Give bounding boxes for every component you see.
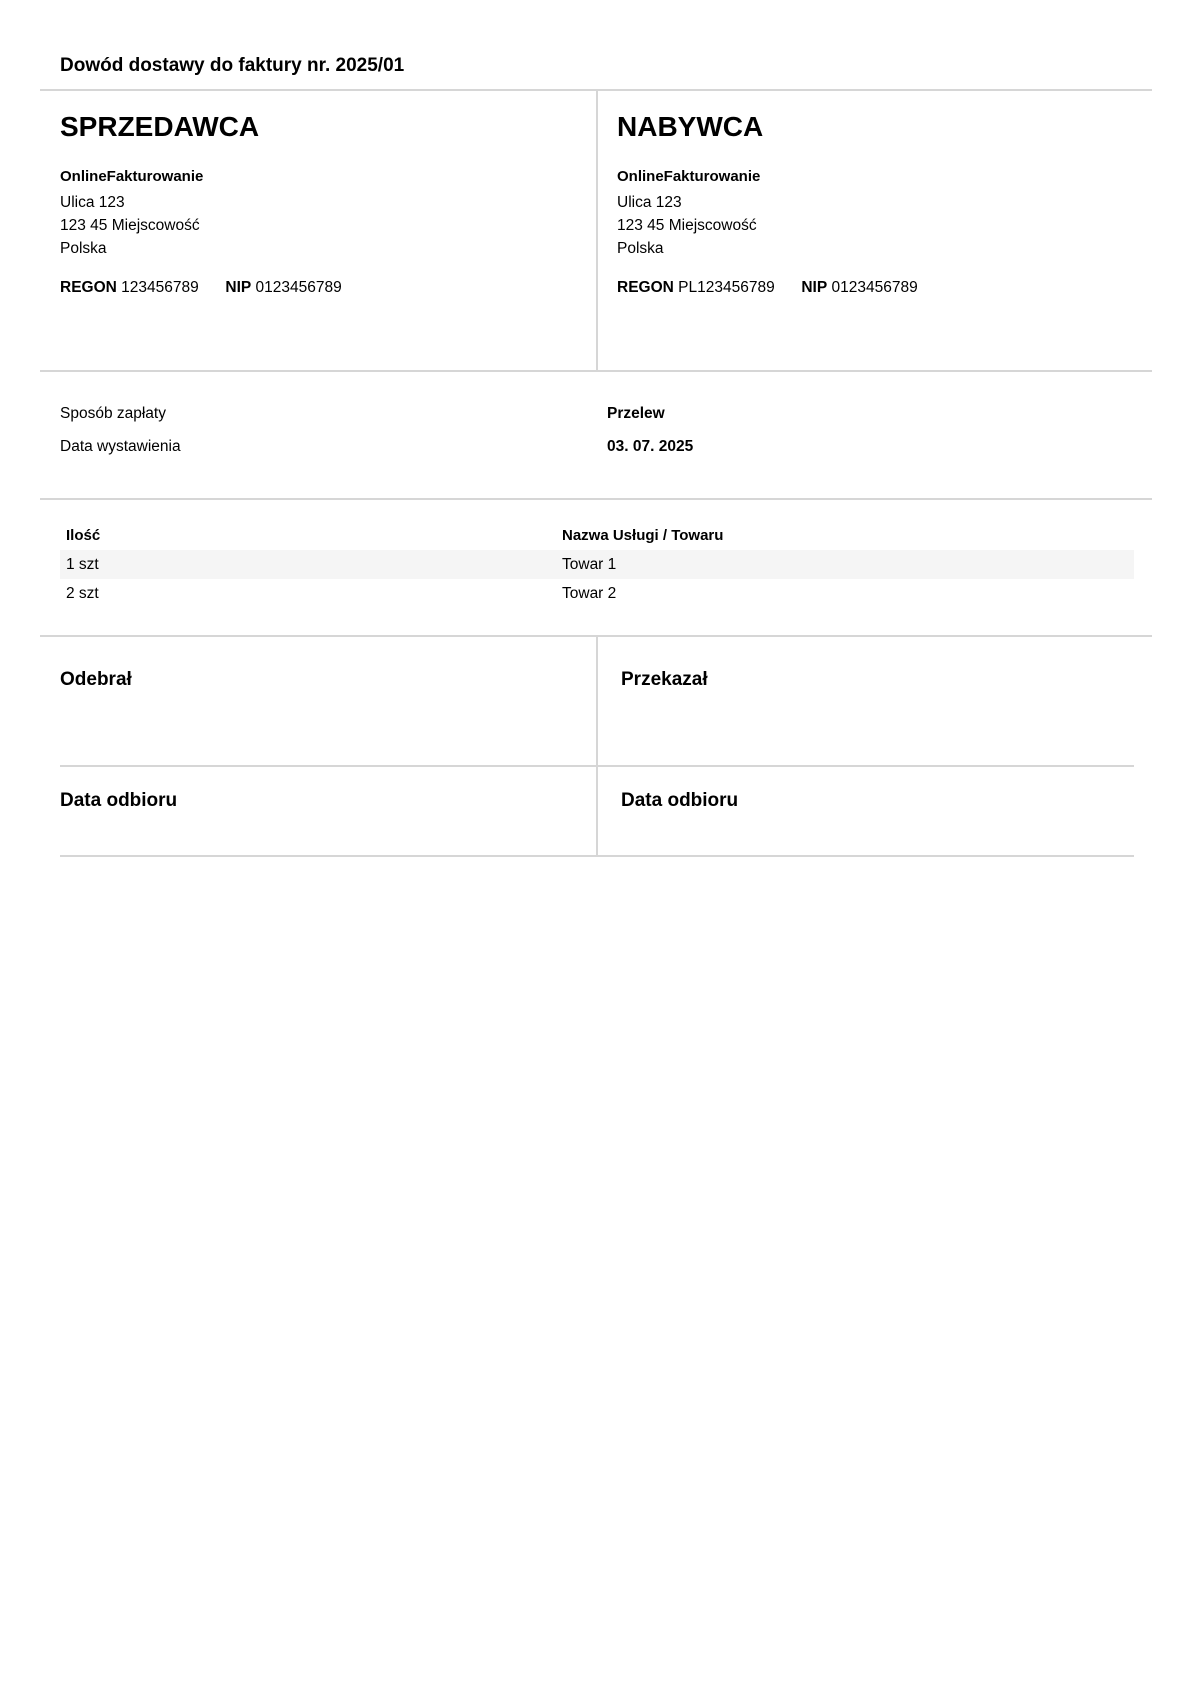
parties-bottom-divider [40, 370, 1152, 372]
buyer-name: OnlineFakturowanie [617, 168, 761, 185]
seller-nip: 0123456789 [255, 279, 342, 296]
receipt-date-left-label: Data odbioru [60, 790, 178, 811]
document-title: Dowód dostawy do faktury nr. 2025/01 [60, 55, 405, 76]
buyer-heading: NABYWCA [617, 111, 764, 142]
buyer-regon-label: REGON [617, 279, 674, 296]
seller-name: OnlineFakturowanie [60, 168, 204, 185]
table-row [60, 579, 1134, 608]
buyer-ids [617, 279, 918, 297]
signature-line-bottom [60, 855, 1134, 857]
signature-line-top [60, 765, 1134, 767]
quantity-column-header: Ilość [66, 527, 101, 544]
item-quantity: 1 szt [60, 550, 556, 579]
handed-over-by-label: Przekazał [621, 669, 708, 690]
buyer-country: Polska [617, 240, 664, 257]
seller-regon-label: REGON [60, 279, 117, 296]
seller-nip-label: NIP [225, 279, 252, 296]
buyer-street: Ulica 123 [617, 194, 682, 211]
item-name: Towar 1 [556, 550, 1134, 579]
issue-date-label: Data wystawienia [60, 438, 181, 455]
item-quantity: 2 szt [66, 584, 99, 602]
item-name: Towar 2 [562, 584, 617, 602]
seller-country: Polska [60, 240, 107, 257]
issue-date-value: 03. 07. 2025 [607, 438, 694, 455]
seller-city: 123 45 Miejscowość [60, 217, 200, 234]
items-top-divider [40, 498, 1152, 500]
received-by-label: Odebrał [60, 669, 132, 690]
table-row [60, 550, 1134, 579]
buyer-city: 123 45 Miejscowość [617, 217, 757, 234]
seller-ids [60, 279, 342, 297]
parties-divider [596, 90, 598, 371]
name-column-header: Nazwa Usługi / Towaru [562, 527, 724, 544]
seller-regon: 123456789 [121, 279, 199, 296]
receipt-date-right-label: Data odbioru [621, 790, 739, 811]
items-table [60, 521, 1134, 608]
buyer-nip: 0123456789 [831, 279, 918, 296]
buyer-nip-label: NIP [801, 279, 828, 296]
payment-method-label: Sposób zapłaty [60, 405, 166, 422]
buyer-regon: PL123456789 [678, 279, 775, 296]
payment-method-value: Przelew [607, 405, 665, 422]
seller-heading: SPRZEDAWCA [60, 111, 260, 142]
items-header-row [60, 521, 1134, 550]
seller-street: Ulica 123 [60, 194, 125, 211]
signatures-divider [596, 636, 598, 857]
